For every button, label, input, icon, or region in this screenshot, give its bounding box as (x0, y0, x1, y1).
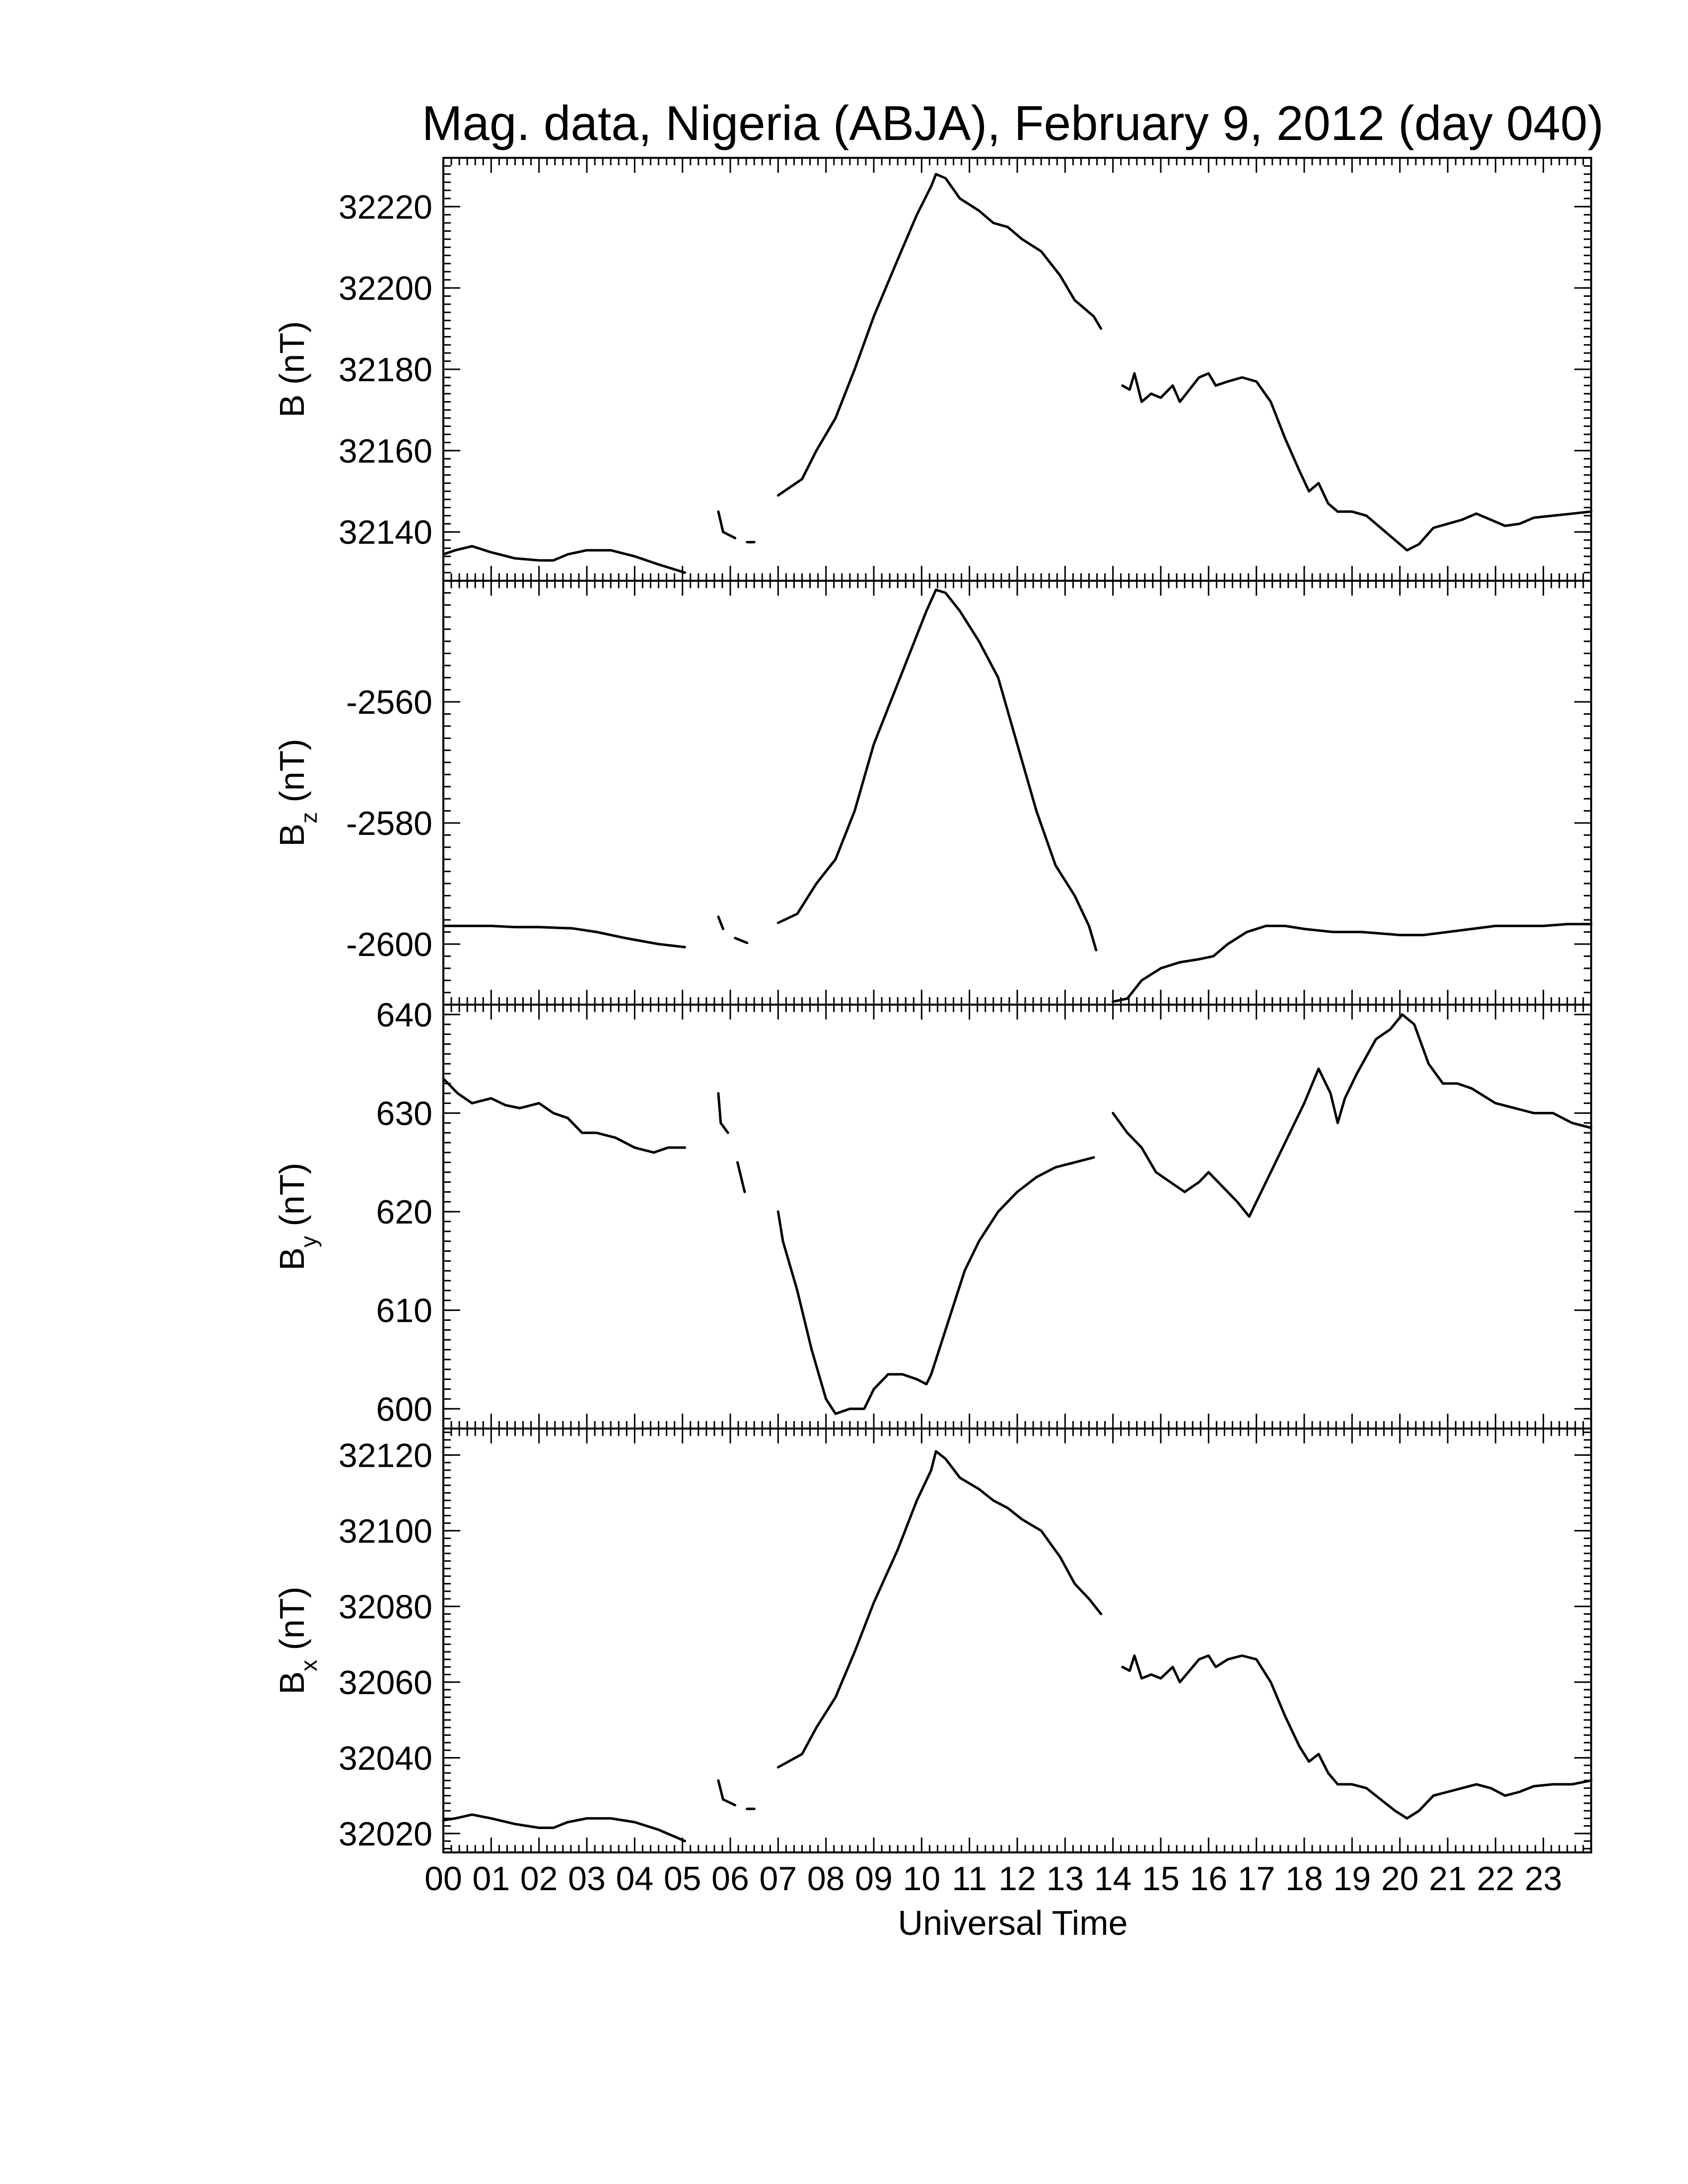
y-tick-label: 32080 (338, 1588, 432, 1626)
x-tick-label: 20 (1381, 1860, 1419, 1898)
y-axis-label-main: B (273, 1671, 311, 1695)
y-axis-label (273, 321, 311, 417)
x-tick-label: 13 (1046, 1860, 1084, 1898)
y-tick-label: 630 (376, 1094, 432, 1133)
y-axis-label-main: B (273, 823, 311, 847)
x-tick-label: 16 (1190, 1860, 1228, 1898)
y-tick-label: 32020 (338, 1815, 432, 1853)
y-tick-label: 610 (376, 1292, 432, 1330)
y-tick-label: 32220 (338, 188, 432, 226)
x-tick-label: 12 (998, 1860, 1036, 1898)
y-tick-label: 640 (376, 996, 432, 1034)
y-tick-label: -2600 (346, 926, 432, 963)
x-tick-label: 15 (1142, 1860, 1180, 1898)
y-tick-label: 32160 (338, 432, 432, 470)
x-tick-label: 17 (1237, 1860, 1275, 1898)
x-tick-label: 03 (568, 1860, 606, 1898)
y-axis-label-unit: (nT) (273, 739, 311, 813)
x-tick-label: 05 (663, 1860, 702, 1898)
x-tick-label: 19 (1333, 1860, 1371, 1898)
x-tick-label: 22 (1477, 1860, 1515, 1898)
x-tick-label: 11 (952, 1860, 987, 1898)
x-tick-label: 10 (903, 1860, 941, 1898)
y-axis-label-unit: (nT) (273, 1162, 311, 1236)
y-tick-label: 32180 (338, 351, 432, 389)
y-axis-label-main: B (273, 1247, 311, 1271)
y-tick-label: -2580 (346, 805, 432, 842)
y-tick-label: 32200 (338, 270, 432, 308)
y-tick-label: 32140 (338, 513, 432, 551)
x-tick-label: 18 (1285, 1860, 1323, 1898)
x-tick-label: 21 (1429, 1860, 1467, 1898)
y-tick-label: 32040 (338, 1739, 432, 1777)
x-tick-label: 23 (1524, 1860, 1562, 1898)
y-axis-label-unit: (nT) (273, 1586, 311, 1660)
chart-title: Mag. data, Nigeria (ABJA), February 9, 2012 (day 040) (422, 96, 1604, 150)
x-tick-label: 00 (424, 1860, 462, 1898)
x-tick-label: 04 (616, 1860, 654, 1898)
y-axis-label-subscript: z (296, 812, 322, 824)
x-tick-label: 09 (855, 1860, 893, 1898)
y-axis-label-unit: (nT) (273, 321, 311, 395)
y-axis-label-subscript: x (296, 1660, 322, 1672)
x-tick-label: 01 (472, 1860, 510, 1898)
x-tick-label: 14 (1094, 1860, 1132, 1898)
x-tick-label: 06 (711, 1860, 749, 1898)
y-axis-label-subscript: y (296, 1236, 322, 1248)
x-axis-label: Universal Time (898, 1904, 1128, 1942)
x-tick-label: 07 (759, 1860, 797, 1898)
y-tick-label: 32100 (338, 1512, 432, 1550)
y-tick-label: 32120 (338, 1436, 432, 1475)
x-tick-label: 08 (807, 1860, 845, 1898)
y-axis-label-main: B (273, 394, 311, 418)
y-tick-label: 32060 (338, 1663, 432, 1702)
y-tick-label: -2560 (346, 683, 432, 721)
y-tick-label: 600 (376, 1390, 432, 1429)
x-tick-label: 02 (520, 1860, 558, 1898)
y-tick-label: 620 (376, 1193, 432, 1231)
